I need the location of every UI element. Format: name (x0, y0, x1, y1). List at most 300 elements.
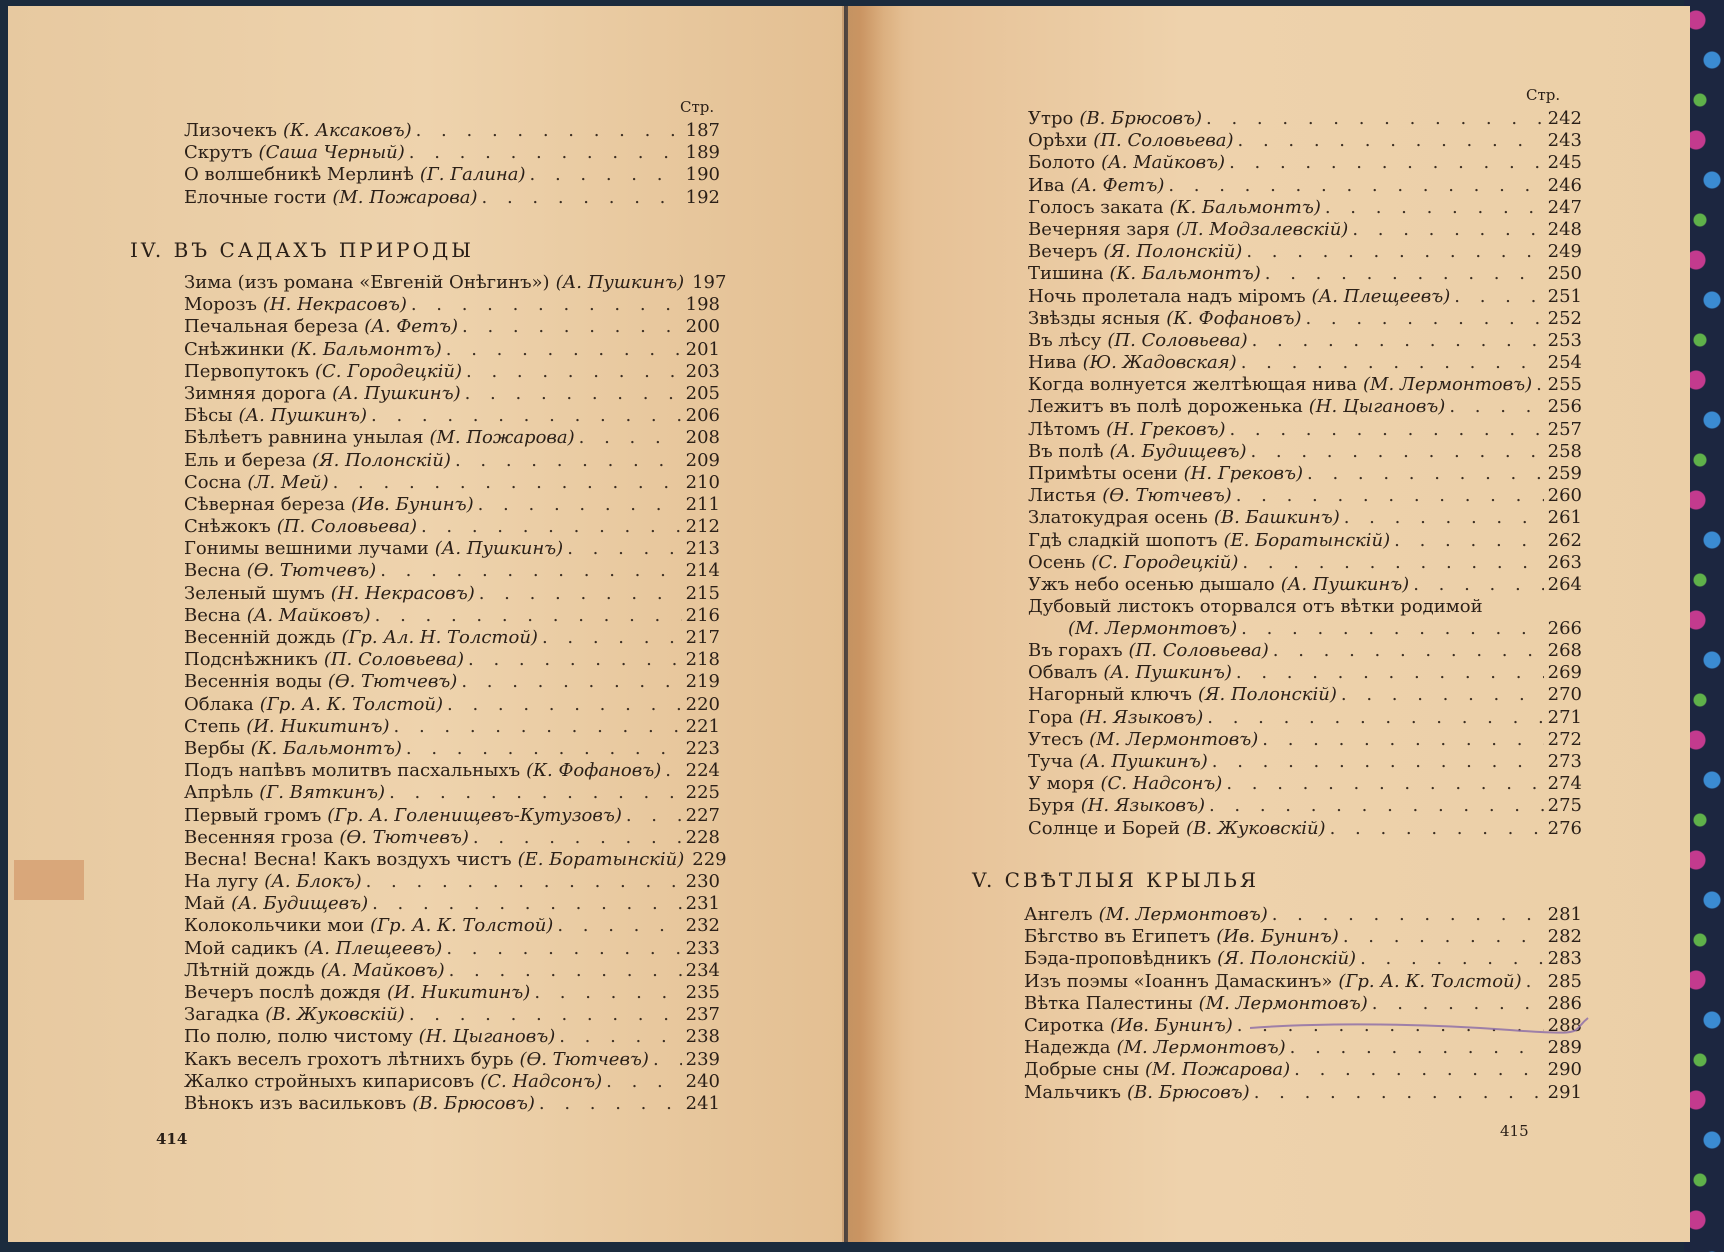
entry-author: (Г. Вяткинъ) (259, 782, 386, 804)
dot-leader (409, 1004, 682, 1026)
list-item (184, 294, 720, 316)
entry-title: Бѣгство въ Египетъ (1024, 926, 1211, 948)
entry-page: 200 (685, 316, 720, 338)
list-item (184, 671, 720, 693)
entry-author: (А. Блокъ) (264, 871, 362, 893)
dot-leader (371, 405, 682, 427)
entry-title: На лугу (184, 871, 259, 893)
entry-author: (И. Никитинъ) (386, 982, 531, 1003)
dot-leader (1290, 1037, 1544, 1059)
dot-leader (466, 361, 682, 383)
entry-author: (С. Городецкій) (314, 360, 463, 382)
list-item (184, 871, 720, 893)
entry-author: (М. Лермонтовъ) (1089, 728, 1259, 750)
list-item (1028, 751, 1582, 773)
list-item (184, 915, 720, 937)
entry-title: Нива (1028, 352, 1077, 374)
entry-page: 242 (1547, 108, 1582, 129)
list-item (184, 827, 720, 849)
entry-page: 262 (1547, 529, 1582, 551)
entry-title: Златокудрая осень (1028, 507, 1208, 529)
entry-page: 211 (685, 493, 720, 515)
paper-stain (14, 860, 84, 900)
entry-page: 219 (685, 671, 720, 693)
entry-author: (С. Надсонъ) (480, 1070, 603, 1092)
dot-leader (1413, 574, 1543, 596)
toc-list (1028, 640, 1582, 840)
list-item (184, 1004, 720, 1026)
page-column-label: Стр. (1526, 86, 1561, 104)
list-item (1028, 795, 1582, 817)
entry-page: 197 (692, 272, 727, 293)
entry-author: (А. Пушкинъ) (1079, 750, 1208, 772)
list-item (184, 649, 720, 671)
entry-page: 269 (1547, 662, 1582, 684)
entry-author: (В. Брюсовъ) (1127, 1081, 1250, 1103)
entry-title: Добрые сны (1024, 1059, 1139, 1081)
dot-leader (446, 938, 681, 960)
entry-page: 203 (685, 360, 720, 382)
dot-leader (366, 871, 682, 893)
entry-page: 189 (685, 142, 720, 164)
list-item (184, 164, 720, 186)
entry-title: Весна (184, 604, 241, 626)
dot-leader (462, 316, 682, 338)
entry-title: Въ лѣсу (1028, 329, 1102, 351)
entry-author: (И. Никитинъ) (246, 715, 390, 737)
entry-author: (В. Брюсовъ) (412, 1092, 535, 1114)
list-item (1028, 773, 1582, 795)
entry-title: Весеннія воды (184, 671, 322, 693)
section-heading: IV. ВЪ САДАХЪ ПРИРОДЫ (130, 238, 474, 262)
entry-author: (К. Бальмонтъ) (1109, 263, 1261, 285)
entry-title: Дубовый листокъ оторвался отъ вѣтки родимой (1028, 596, 1483, 617)
list-item (1028, 662, 1582, 684)
dot-leader (534, 982, 681, 1004)
dot-leader (409, 142, 682, 164)
entry-page: 255 (1547, 374, 1582, 396)
dot-leader (1250, 441, 1543, 463)
entry-title: Снѣжинки (184, 338, 285, 360)
entry-title: Примѣты осени (1028, 463, 1178, 484)
entry-page: 290 (1547, 1059, 1582, 1081)
dot-leader (665, 760, 681, 782)
dot-leader (579, 427, 682, 449)
list-item (1028, 729, 1582, 751)
entry-author: (А. Пушкинъ) (1103, 662, 1232, 684)
list-item (184, 960, 720, 982)
entry-page: 227 (685, 804, 720, 826)
entry-author: (С. Городецкій) (1091, 551, 1239, 573)
dot-leader (1226, 773, 1543, 795)
entry-author: (А. Плещеевъ) (303, 937, 443, 959)
list-item (1028, 152, 1582, 174)
list-item (1028, 263, 1582, 285)
entry-author: (Гр. А. К. Толстой) (370, 915, 554, 937)
list-item (1028, 640, 1582, 662)
entry-author: (М. Пожарова) (1144, 1059, 1291, 1081)
entry-title: Бэда-проповѣдникъ (1024, 948, 1212, 970)
entry-author: (К. Бальмонтъ) (1169, 196, 1321, 218)
list-item (184, 738, 720, 760)
entry-title: Весна (184, 560, 241, 582)
entry-author: (Ѳ. Тютчевъ) (327, 671, 458, 693)
entry-page: 235 (685, 982, 720, 1003)
list-item (184, 1093, 720, 1115)
dot-leader (1343, 926, 1544, 948)
dot-leader (1207, 707, 1543, 729)
list-item (1028, 596, 1582, 618)
toc-list (1024, 904, 1582, 1104)
dot-leader (1360, 948, 1544, 970)
entry-title: Обвалъ (1028, 662, 1098, 684)
entry-author: (Н. Грековъ) (1106, 418, 1226, 440)
list-item (1028, 574, 1582, 596)
list-item (184, 142, 720, 164)
entry-page: 212 (685, 516, 720, 538)
dot-leader (1344, 507, 1544, 529)
entry-title: Лѣтній дождь (184, 959, 315, 981)
entry-author: (Н. Некрасовъ) (330, 582, 475, 604)
entry-page: 252 (1547, 307, 1582, 329)
entry-page: 221 (685, 715, 720, 737)
list-item (1024, 1037, 1582, 1059)
entry-page: 254 (1547, 352, 1582, 374)
entry-title: Вечерняя заря (1028, 218, 1170, 240)
entry-title: Зимняя дорога (184, 382, 327, 404)
entry-author: (А. Пушкинъ) (434, 538, 564, 560)
entry-page: 201 (685, 338, 720, 360)
dot-leader (1265, 263, 1544, 285)
entry-author: (Ѳ. Тютчевъ) (246, 560, 377, 582)
entry-page: 258 (1547, 440, 1582, 462)
entry-author: (Я. Полонскій) (1217, 948, 1357, 970)
entry-page: 223 (685, 737, 720, 759)
list-item (1028, 197, 1582, 219)
entry-title: Когда волнуется желтѣющая нива (1028, 374, 1358, 396)
entry-title: Сиротка (1024, 1014, 1105, 1036)
list-item (1028, 507, 1582, 529)
dot-leader (380, 560, 681, 582)
dot-leader (1325, 197, 1544, 219)
entry-page: 231 (685, 893, 720, 915)
entry-page: 237 (685, 1004, 720, 1026)
list-item (184, 383, 720, 405)
list-item (184, 450, 720, 472)
entry-page: 248 (1547, 218, 1582, 240)
list-item (184, 120, 720, 142)
entry-title: Подснѣжникъ (184, 649, 318, 671)
entry-page: 213 (685, 538, 720, 560)
entry-author: (Е. Боратынскій) (1223, 529, 1391, 551)
entry-author: (Ив. Бунинъ) (350, 493, 474, 515)
entry-author: (А. Майковъ) (320, 959, 445, 981)
entry-title: Мой садикъ (184, 937, 298, 959)
list-item (184, 583, 720, 605)
list-item (184, 605, 720, 627)
list-item (1028, 352, 1582, 374)
entry-author: (Л. Мей) (247, 471, 329, 493)
list-item (184, 187, 720, 209)
list-item (1028, 419, 1582, 441)
dot-leader (1272, 904, 1544, 926)
dot-leader (375, 605, 682, 627)
entry-title: Утро (1028, 108, 1074, 129)
entry-title: Гдѣ сладкій шопотъ (1028, 529, 1218, 551)
entry-author: (Я. Полонскій) (312, 449, 451, 471)
entry-title: Тишина (1028, 263, 1104, 285)
dot-leader (1526, 971, 1544, 993)
dot-leader (1168, 175, 1543, 197)
entry-page: 192 (685, 186, 720, 208)
entry-page: 206 (685, 405, 720, 427)
dot-leader (1454, 286, 1543, 308)
page-number: 414 (156, 1130, 188, 1148)
entry-title: Бѣсы (184, 405, 233, 427)
toc-list (184, 120, 720, 209)
entry-page: 214 (685, 560, 720, 582)
entry-title: Ель и береза (184, 449, 307, 471)
list-item (1028, 175, 1582, 197)
entry-page: 241 (685, 1092, 720, 1114)
entry-title: Сѣверная береза (184, 493, 345, 515)
entry-author: (П. Соловьева) (1093, 130, 1234, 152)
list-item (184, 427, 720, 449)
entry-author: (В. Жуковскій) (265, 1004, 405, 1026)
entry-page: 245 (1547, 152, 1582, 174)
entry-title: Лизочекъ (184, 120, 277, 141)
dot-leader (1536, 374, 1543, 396)
entry-author: (М. Лермонтовъ) (1116, 1037, 1286, 1059)
list-item (184, 1071, 720, 1093)
dot-leader (559, 1026, 681, 1048)
entry-title: Зима (изъ романа «Евгеній Онѣгинъ») (184, 272, 550, 293)
list-item (1024, 948, 1582, 970)
entry-author: (А. Плещеевъ) (1311, 285, 1451, 307)
list-item (184, 316, 720, 338)
list-item (1028, 330, 1582, 352)
entry-author: (К. Бальмонтъ) (250, 737, 402, 759)
dot-leader (606, 1071, 682, 1093)
dot-leader (567, 538, 681, 560)
list-item (1028, 108, 1582, 130)
entry-title: О волшебникѣ Мерлинѣ (184, 164, 414, 186)
entry-title: Вѣнокъ изъ васильковъ (184, 1092, 407, 1114)
entry-title: Бѣлѣетъ равнина унылая (184, 427, 424, 449)
list-item (1028, 552, 1582, 574)
entry-author: (Н. Языковъ) (1079, 706, 1204, 728)
list-item (1028, 618, 1582, 640)
entry-title: У моря (1028, 773, 1095, 795)
list-item (184, 760, 720, 782)
entry-page: 250 (1547, 263, 1582, 285)
toc-list (184, 272, 727, 1115)
dot-leader (372, 893, 682, 915)
entry-title: Степь (184, 715, 241, 737)
list-item (184, 938, 720, 960)
dot-leader (455, 450, 682, 472)
list-item (184, 272, 727, 294)
dot-leader (447, 694, 682, 716)
dot-leader (1449, 396, 1543, 418)
dot-leader (449, 960, 682, 982)
entry-author: (В. Брюсовъ) (1079, 108, 1203, 129)
entry-title: Жалко стройныхъ кипарисовъ (184, 1070, 475, 1092)
toc-list (1028, 108, 1582, 596)
entry-page: 253 (1547, 329, 1582, 351)
entry-author: (П. Соловьева) (276, 516, 417, 538)
entry-title: Утесъ (1028, 728, 1084, 750)
list-item (184, 893, 720, 915)
entry-title: Болото (1028, 152, 1096, 174)
list-item (1028, 463, 1582, 485)
entry-author: (Л. Модзалевскій) (1175, 218, 1349, 240)
entry-author: (П. Соловьева) (1128, 640, 1269, 661)
entry-page: 271 (1547, 706, 1582, 728)
entry-title: Голосъ заката (1028, 196, 1164, 218)
list-item (1024, 926, 1582, 948)
entry-author: (А. Пушкинъ) (555, 272, 685, 293)
entry-page: 288 (1547, 1014, 1582, 1036)
dot-leader (557, 915, 681, 937)
entry-page: 209 (685, 449, 720, 471)
entry-title: Морозъ (184, 294, 257, 316)
dot-leader (1341, 684, 1544, 706)
entry-author: (А. Майковъ) (1101, 152, 1226, 174)
entry-page: 230 (685, 871, 720, 893)
dot-leader (1236, 485, 1544, 507)
dot-leader (1212, 751, 1544, 773)
list-item (184, 694, 720, 716)
list-item (184, 339, 720, 361)
entry-page: 272 (1547, 728, 1582, 750)
dot-leader (461, 671, 681, 693)
dot-leader (1209, 795, 1544, 817)
entry-author: (Гр. А. Голенищевъ-Кутузовъ) (327, 804, 622, 826)
entry-author: (Гр. Ал. Н. Толстой) (341, 627, 538, 648)
entry-page: 282 (1547, 926, 1582, 948)
entry-page: 246 (1547, 174, 1582, 196)
dot-leader (1252, 330, 1544, 352)
list-item (184, 405, 720, 427)
entry-title: По полю, полю чистому (184, 1026, 413, 1048)
entry-page: 289 (1547, 1037, 1582, 1059)
entry-author: (Ѳ. Тютчевъ) (519, 1048, 649, 1070)
entry-author: (Ив. Бунинъ) (1110, 1014, 1233, 1036)
entry-title: Вербы (184, 737, 245, 759)
entry-page: 291 (1547, 1081, 1582, 1103)
list-item (1024, 971, 1582, 993)
entry-page: 187 (685, 120, 720, 141)
entry-author: (Н. Цыгановъ) (1308, 396, 1446, 418)
dot-leader (539, 1093, 682, 1115)
entry-author: (К. Аксаковъ) (282, 120, 412, 141)
entry-author: (В. Жуковскій) (1185, 817, 1326, 839)
dot-leader (1307, 463, 1544, 485)
dot-leader (465, 383, 682, 405)
entry-author: (М. Лермонтовъ) (1198, 992, 1368, 1014)
entry-page: 228 (685, 826, 720, 848)
list-item (184, 716, 720, 738)
entry-title: Первый громъ (184, 804, 322, 826)
list-item (1024, 1059, 1582, 1081)
book-gutter (842, 6, 902, 1242)
entry-page: 234 (685, 959, 720, 981)
list-item (1028, 684, 1582, 706)
list-item (1028, 530, 1582, 552)
entry-page: 275 (1547, 795, 1582, 817)
entry-title: Ива (1028, 174, 1065, 196)
entry-title: Скрутъ (184, 142, 253, 164)
entry-author: (А. Фетъ) (364, 316, 459, 338)
section-heading: V. СВѢТЛЫЯ КРЫЛЬЯ (972, 868, 1260, 892)
dot-leader (333, 472, 682, 494)
dot-leader (479, 583, 682, 605)
entry-page: 261 (1547, 507, 1582, 529)
entry-title: Снѣжокъ (184, 516, 271, 538)
entry-title: Печальная береза (184, 316, 359, 338)
entry-author: (А. Фетъ) (1070, 174, 1165, 196)
entry-page: 260 (1547, 485, 1582, 507)
dot-leader (1236, 662, 1544, 684)
entry-title: Изъ поэмы «Іоаннъ Дамаскинъ» (1024, 970, 1333, 992)
entry-page: 247 (1547, 196, 1582, 218)
dot-leader (1394, 530, 1543, 552)
dot-leader (542, 627, 682, 649)
entry-title: Сосна (184, 471, 242, 493)
entry-page: 233 (685, 937, 720, 959)
entry-title: Ночь пролетала надъ міромъ (1028, 285, 1306, 307)
list-item (1024, 904, 1582, 926)
entry-author: (Ѳ. Тютчевъ) (339, 826, 469, 848)
list-item (1028, 219, 1582, 241)
entry-author: (К. Фофановъ) (1166, 307, 1302, 329)
list-item (184, 982, 720, 1004)
entry-author: (А. Майковъ) (246, 604, 371, 626)
entry-title: Первопутокъ (184, 360, 309, 382)
entry-title: Лѣтомъ (1028, 418, 1101, 440)
entry-title: Буря (1028, 795, 1075, 817)
entry-title: Апрѣль (184, 782, 254, 804)
dot-leader (1229, 419, 1543, 441)
entry-title: Колокольчики мои (184, 915, 365, 937)
entry-title: Нагорный ключъ (1028, 684, 1192, 706)
dot-leader (1273, 640, 1544, 662)
list-item (1028, 396, 1582, 418)
entry-title: Май (184, 893, 226, 915)
list-item (184, 494, 720, 516)
dot-leader (653, 1049, 682, 1071)
entry-title: Облака (184, 693, 254, 715)
dot-leader (1241, 352, 1544, 374)
entry-title: Листья (1028, 485, 1097, 507)
list-item (184, 361, 720, 383)
entry-author: (Н. Некрасовъ) (262, 294, 407, 316)
entry-author: (К. Бальмонтъ) (290, 338, 442, 360)
page-column-label: Стр. (680, 98, 715, 116)
entry-author: (А. Пушкинъ) (332, 382, 461, 404)
entry-page: 210 (685, 471, 720, 493)
entry-author: (Гр. А. К. Толстой) (1338, 970, 1522, 992)
entry-title: Вечеръ послѣ дождя (184, 982, 381, 1003)
dot-leader (446, 339, 682, 361)
entry-page: 266 (1547, 618, 1582, 640)
entry-title: Ужъ небо осенью дышало (1028, 573, 1275, 595)
entry-title: Весенняя гроза (184, 826, 334, 848)
entry-title: Туча (1028, 750, 1074, 772)
list-item (184, 516, 720, 538)
entry-page: 208 (685, 427, 720, 449)
